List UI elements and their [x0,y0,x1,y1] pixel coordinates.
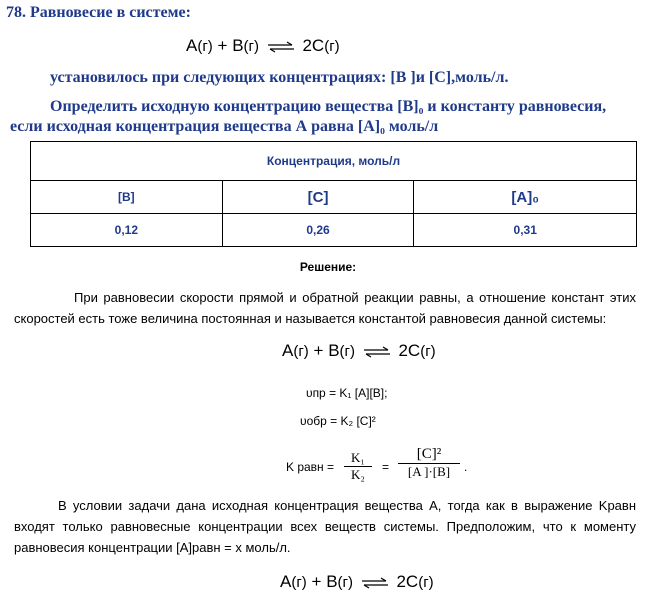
plus-sign: + [212,36,233,55]
phase-label: (г) [420,343,436,360]
equilibrium-arrows-icon [268,41,294,53]
k-numerator: K₁ [344,450,372,467]
period: . [464,460,468,474]
concentration-fraction [398,446,460,480]
reactant-b: B [328,341,340,360]
equilibrium-arrows-icon [364,346,390,358]
equilibrium-arrows-icon [362,577,388,589]
value-a0: 0,31 [414,214,637,247]
solution-heading: Решение: [299,260,357,274]
conc-numerator: [C]² [398,446,460,464]
product-c: 2C [302,36,325,55]
phase-label: (г) [243,38,259,55]
concentration-table [30,141,637,247]
phase-label: (г) [293,343,309,360]
table-header: Концентрация, моль/л [31,142,637,181]
phase-label: (г) [197,38,213,55]
task-line-cont: если исходная концентрация вещества А равна [A]₀ моль/л [10,118,439,135]
phase-label: (г) [418,574,434,591]
task-line: Определить исходную концентрацию вещества [B]₀ и константу равновесия, [50,98,607,115]
condition-line: установилось при следующих концентрациях: [B ]и [C],моль/л. [50,69,509,86]
column-label-a0: [A]₀ [414,181,637,214]
reactant-a: A [282,341,294,360]
product-c: 2C [396,572,419,591]
reactant-b: B [232,36,244,55]
phase-label: (г) [337,574,353,591]
column-label-b: [B] [31,181,223,214]
phase-label: (г) [324,38,340,55]
reaction-equation [186,36,340,56]
plus-sign: + [308,341,329,360]
reactant-b: B [326,572,338,591]
k-denominator: K₂ [351,467,365,482]
equilibrium-constant-formula [286,446,546,490]
reactant-a: A [186,36,198,55]
solution-paragraph-1: При равновесии скорости прямой и обратной реакции равны, а отношение констант этих скоростей есть тоже величина постоянная и называется константой равновесия данной системы: [14,290,636,326]
conc-denominator: [A ]·[B] [407,464,451,479]
value-b: 0,12 [31,214,223,247]
forward-rate-formula: υпр = K₁ [A][B]; [306,386,388,400]
column-label-c: [C] [222,181,414,214]
reaction-equation-3 [280,572,434,592]
reaction-equation-2 [282,341,436,361]
reverse-rate-formula: υобр = K₂ [C]² [300,414,376,428]
phase-label: (г) [291,574,307,591]
equals-sign: = [382,460,390,474]
reactant-a: A [280,572,292,591]
value-c: 0,26 [222,214,414,247]
phase-label: (г) [339,343,355,360]
k-ratio-fraction [344,450,372,483]
solution-paragraph-2: В условии задачи дана исходная концентрация вещества А, тогда как в выражение Kравн входят только равновесные концентрации всех веществ системы. Предположим, что к моменту равновесия концентрации [A]равн = x моль/л. [14,498,636,555]
k-label: K равн = [286,460,335,474]
product-c: 2C [398,341,421,360]
problem-title: 78. Равновесие в системе: [6,4,191,21]
plus-sign: + [306,572,327,591]
